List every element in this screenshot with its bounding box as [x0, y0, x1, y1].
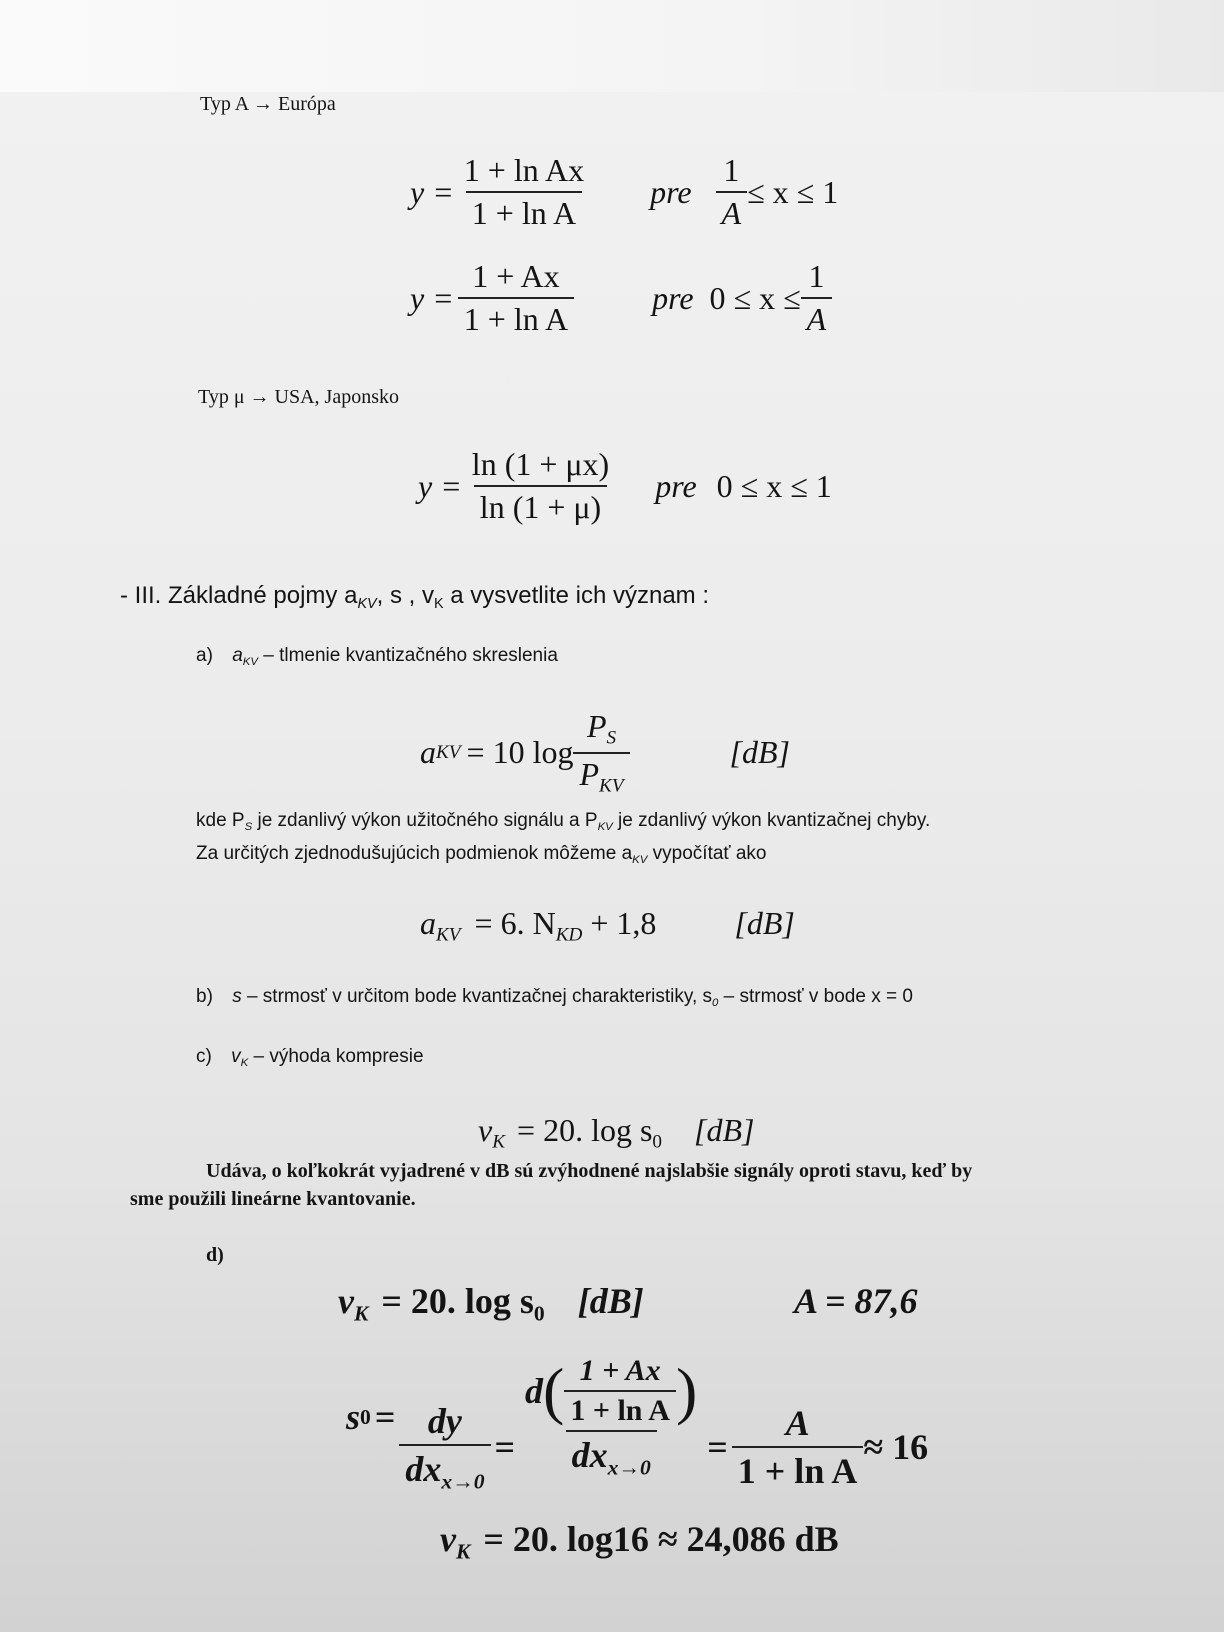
formula-d-a-value: A = 87,6: [794, 1281, 918, 1321]
formula-denominator: 1 + ln A: [458, 297, 574, 338]
formula-lhs: y =: [410, 173, 454, 210]
text-segment: Za určitých zjednodušujúcich podmienok môžeme a: [196, 843, 633, 864]
formula-lhs-sub: K: [455, 1539, 471, 1564]
text-segment: kde P: [196, 810, 245, 831]
derivative-numerator: dy: [427, 1401, 462, 1441]
text-sub: KV: [597, 820, 613, 833]
item-c-sub: K: [240, 1056, 249, 1069]
text-sub: S: [244, 820, 253, 833]
formula-lhs: v: [440, 1519, 456, 1559]
inner-numerator: 1 + Ax: [579, 1354, 661, 1387]
formula-lhs: y =: [410, 279, 454, 316]
formula-d-s0: s 0 = $\frac{dy}{dx_{x\to 0}}$ = d ( $\frac{1 + Ax}{\text{1 + ln A}}$ ) $dx_{x\to 0}$ = $\frac{A}{\text{1 + ln A}}$ ≈ 16: [346, 1354, 929, 1494]
text-sub: KV: [632, 853, 648, 866]
item-b-sub: 0: [712, 996, 719, 1009]
formula-vk: [478, 1112, 754, 1154]
condition-head: 0 ≤ x ≤: [709, 279, 801, 316]
formula-tail: + 1,8: [590, 905, 657, 941]
formula-pre: pre: [655, 467, 697, 504]
item-b-text-2: – strmosť v bode x = 0: [718, 986, 913, 1007]
section-iii-sub-k: K: [433, 596, 444, 613]
formula-denominator-sub: KV: [599, 775, 624, 797]
formula-akv: [420, 708, 790, 797]
condition-tail: ≤ x ≤ 1: [747, 173, 839, 210]
formula-rhs: = 20. log s: [517, 1112, 653, 1148]
formula-denominator: ln (1 + μ): [474, 485, 607, 526]
formula-d-final: [440, 1518, 839, 1565]
formula-rhs: = 6. N: [474, 905, 556, 941]
item-c-explanation-1: Udáva, o koľkokrát vyjadrené v dB sú zvýhodnené najslabšie signály oproti stavu, keď by: [206, 1160, 973, 1182]
formula-mu-law: [418, 446, 832, 526]
item-c-line: [196, 1046, 424, 1069]
item-a-symbol-sub: KV: [242, 655, 258, 668]
formula-lhs-sub: K: [353, 1301, 369, 1326]
item-c-label: c): [196, 1046, 212, 1067]
formula-denominator: 1 + ln A: [466, 191, 582, 232]
item-a-line: [196, 645, 558, 668]
inner-denominator: 1 + ln A: [564, 1390, 676, 1428]
formula-lhs: v: [478, 1112, 493, 1148]
section-iii-text: - III. Základné pojmy a: [120, 582, 358, 609]
formula-rhs-sub: 0: [533, 1301, 545, 1326]
formula-numerator-sub: S: [606, 727, 617, 749]
section-iii-rest: , s , v: [376, 582, 434, 609]
condition-denominator: A: [801, 297, 833, 338]
result-numerator: A: [785, 1403, 810, 1444]
formula-lhs-sub: KV: [436, 741, 461, 763]
result-denominator: 1 + ln A: [732, 1446, 864, 1492]
formula-pre: pre: [650, 173, 692, 210]
item-a-explanation-1: [196, 810, 930, 833]
item-a-symbol: a: [232, 645, 243, 666]
formula-numerator: 1 + ln Ax: [463, 152, 585, 188]
formula-a-lower: [410, 258, 832, 338]
condition-numerator: 1: [723, 152, 740, 188]
item-c-explanation-2: sme použili lineárne kvantovanie.: [130, 1188, 416, 1210]
condition-numerator: 1: [808, 258, 825, 294]
item-c-symbol: v: [231, 1046, 241, 1067]
formula-pre: pre: [652, 279, 694, 316]
formula-lhs-sub: KV: [436, 924, 461, 946]
formula-numerator: P: [586, 708, 607, 744]
formula-d-vk: [338, 1280, 644, 1327]
formula-unit: [dB]: [734, 905, 795, 941]
formula-unit: [dB]: [694, 1112, 755, 1148]
formula-mid: = 10 log: [466, 734, 574, 771]
item-b-symbol: s: [232, 986, 242, 1007]
formula-lhs: v: [338, 1281, 354, 1321]
text-segment: je zdanlivý výkon užitočného signálu a P: [252, 810, 598, 831]
section-iii-end: a vysvetlite ich význam :: [443, 582, 710, 609]
formula-a-upper: [410, 152, 838, 232]
item-b-text: – strmosť v určitom bode kvantizačnej charakteristiky, s: [241, 986, 713, 1007]
formula-lhs: a: [420, 905, 436, 941]
formula-numerator: ln (1 + μx): [471, 446, 610, 482]
formula-s0: s: [346, 1397, 361, 1438]
formula-lhs-sub: K: [492, 1131, 506, 1153]
derivative-denominator: dx: [571, 1435, 608, 1475]
formula-lhs: a: [420, 734, 436, 771]
formula-rhs-sub: KD: [555, 924, 583, 946]
item-d-label: d): [206, 1244, 224, 1266]
formula-numerator: 1 + Ax: [472, 258, 560, 294]
derivative-denominator: dx: [405, 1449, 442, 1489]
item-b-line: [196, 986, 913, 1009]
formula-denominator: P: [579, 755, 600, 792]
section-iii-sub-kv: KV: [357, 596, 377, 613]
section-iii-heading: [120, 582, 709, 612]
formula-rhs-sub: 0: [652, 1131, 662, 1153]
derivative-denominator-sub: x→0: [441, 1469, 485, 1494]
formula-akv-approx: [420, 905, 795, 947]
text-segment: je zdanlivý výkon kvantizačnej chyby.: [612, 810, 931, 831]
derivative-d: d: [525, 1371, 544, 1411]
item-a-text: – tlmenie kvantizačného skreslenia: [257, 645, 558, 666]
condition-denominator: A: [716, 191, 748, 232]
condition: 0 ≤ x ≤ 1: [716, 467, 832, 504]
derivative-denominator-sub: x→0: [607, 1455, 651, 1480]
formula-unit: [dB]: [577, 1281, 644, 1321]
result-approx: ≈ 16: [863, 1427, 929, 1468]
formula-unit: [dB]: [729, 734, 790, 771]
text-segment: vypočítať ako: [647, 843, 767, 864]
formula-lhs: y =: [418, 467, 462, 504]
item-c-text: – výhoda kompresie: [248, 1046, 424, 1067]
page-top-margin: [0, 0, 1224, 93]
formula-rhs: = 20. log16 ≈ 24,086 dB: [483, 1519, 839, 1559]
formula-rhs: = 20. log s: [381, 1281, 534, 1321]
item-a-explanation-2: [196, 843, 766, 866]
heading-typ-a: Typ A → Európa: [200, 93, 336, 115]
formula-s0-sub: 0: [360, 1404, 371, 1429]
item-a-label: a): [196, 645, 213, 666]
item-b-label: b): [196, 986, 213, 1007]
heading-typ-mu: Typ μ → USA, Japonsko: [198, 386, 399, 408]
